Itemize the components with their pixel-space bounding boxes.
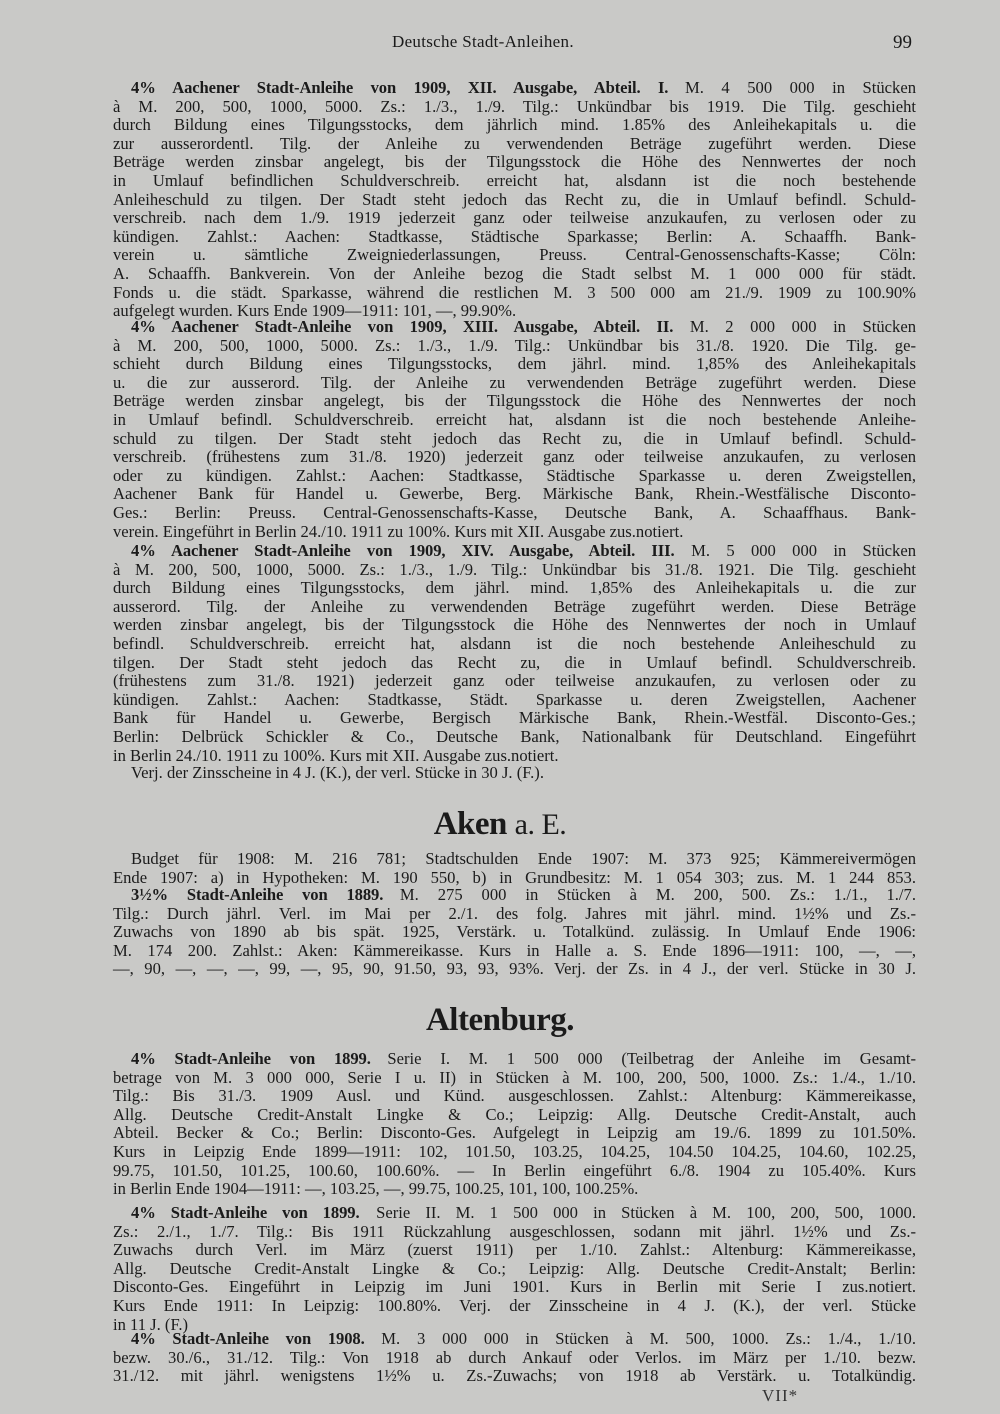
text-line: durch Bildung eines Tilgungsstocks, dem jährlich mind. 1.85% des Anleihekapitals u. die xyxy=(113,115,916,135)
text-line: in 11 J. (F.) xyxy=(113,1314,189,1334)
text-line: in Berlin Ende 1904—1911: —, 103.25, —, 99.75, 100.25, 101, 100, 100.25%. xyxy=(113,1179,639,1199)
entry-title: 4% Stadt-Anleihe von 1899. xyxy=(131,1049,371,1068)
loan-entry xyxy=(113,318,916,541)
text-line: —, 90, —, —, —, 99, —, 95, 90, 91.50, 93, 93, 93%. Verj. der Zs. in 4 J., der verl. Stücke in 30 J. xyxy=(113,959,916,979)
entry-title: 4% Stadt-Anleihe von 1899. xyxy=(131,1203,360,1222)
text-line: Fonds u. die städt. Sparkasse, während die restlichen M. 3 500 000 am 21./9. 1909 zu 100.90% xyxy=(113,282,916,302)
signature-mark: VII* xyxy=(762,1386,799,1405)
text-line: Kurs in Leipzig Ende 1899—1911: 102, 101.50, 103.25, 104.25, 104.50 104.25, 104.60, 102.25, xyxy=(113,1141,916,1161)
text-line: Ende 1907: a) in Hypotheken: M. 190 550, b) in Grundbesitz: M. 1 054 303; zus. M. 1 244 853. xyxy=(113,867,916,887)
text-line: werden zinsbar angelegt, bis der Tilgungsstock die Höhe des Nennwertes der noch in Umlauf xyxy=(113,615,916,635)
text-line: Allg. Deutsche Credit-Anstalt Lingke & Co.; Leipzig: Allg. Deutsche Credit-Anstalt; Berlin: xyxy=(113,1258,916,1278)
text-line: Anleiheschuld zu tilgen. Der Stadt steht jedoch das Recht zu, die in Umlauf befindl. Schuld- xyxy=(113,189,916,209)
text-line: befindl. Schuldverschreib. erreicht hat, alsdann ist die noch bestehende Anleiheschuld zu xyxy=(113,633,916,653)
text-line: verschreib. (frühestens zum 31./8. 1920) jederzeit ganz oder teilweise anzukaufen, zu verlosen xyxy=(113,447,916,467)
entry-text: M. 4 500 000 in Stücken xyxy=(684,78,916,97)
text-line: Zuwachs durch Verl. im März (zuerst 1911) per 1./10. Zahlst.: Altenburg: Kämmereikasse, xyxy=(113,1240,916,1260)
text-line: à M. 200, 500, 1000, 5000. Zs.: 1./3., 1./9. Tilg.: Unkündbar bis 31./8. 1921. Die Tilg. geschieht xyxy=(113,559,916,579)
text-line: ausserord. Tilg. der Anleihe zu verwendenden Beträge zugeführt werden. Diese Beträge xyxy=(113,596,916,616)
entry-title: 4% Aachener Stadt-Anleihe von 1909, XIII. Ausgabe, Abteil. II. xyxy=(131,317,674,336)
entry-text: M. 5 000 000 in Stücken xyxy=(691,541,917,560)
text-line xyxy=(113,1330,916,1349)
loan-entry xyxy=(113,1330,916,1386)
loan-entry xyxy=(113,79,916,321)
text-line: à M. 200, 500, 1000, 5000. Zs.: 1./3., 1./9. Tilg.: Unkündbar bis 31./8. 1920. Die Tilg. ge- xyxy=(113,335,916,355)
entry-text: M. 3 000 000 in Stücken à M. 500, 1000. Zs.: 1./4., 1./10. xyxy=(381,1329,916,1348)
loan-entry xyxy=(113,886,916,979)
text-line: bezw. 30./6., 31./12. Tilg.: Von 1918 ab durch Ankauf oder Verlos. im März per 1./10. bezw. xyxy=(113,1347,916,1367)
city-heading xyxy=(0,806,1000,843)
text-line xyxy=(113,886,916,905)
text-line: in Umlauf befindlichen Schuldverschreib. erreicht hat, alsdann ist die noch bestehende xyxy=(113,170,916,190)
loan-entry xyxy=(113,850,916,887)
text-line: (frühestens zum 31./8. 1921) jederzeit ganz oder teilweise anzukaufen, zu verlosen oder zu xyxy=(113,671,916,691)
text-line: Ges.: Berlin: Preuss. Central-Genossenschafts-Kasse, Deutsche Bank, A. Schaaffhaus. Bank- xyxy=(113,502,916,522)
entry-text: Serie I. M. 1 500 000 (Teilbetrag der Anleihe im Gesamt- xyxy=(387,1049,916,1068)
loan-entry xyxy=(113,764,916,783)
text-line: verschreib. nach dem 1./9. 1919 jederzeit ganz oder teilweise anzukaufen, zu verlosen oder zu xyxy=(113,208,916,228)
text-line: u. die zur ausserord. Tilg. der Anleihe zu verwendenden Beträge zugeführt werden. Diese xyxy=(113,372,916,392)
text-line xyxy=(113,542,916,561)
text-line: Tilg.: Bis 31./3. 1909 Ausl. und Künd. ausgeschlossen. Zahlst.: Altenburg: Kämmereikasse, xyxy=(113,1086,916,1106)
text-line xyxy=(113,1050,916,1069)
loan-entry xyxy=(113,542,916,765)
loan-entry xyxy=(113,1050,916,1199)
text-line: Aachener Bank für Handel u. Gewerbe, Berg. Märkische Bank, Rhein.-Westfälische Disconto- xyxy=(113,484,916,504)
text-line: tilgen. Der Stadt steht jedoch das Recht zu, die in Umlauf befindl. Schuldverschreib. xyxy=(113,652,916,672)
text-line xyxy=(113,318,916,337)
text-line: aufgelegt wurden. Kurs Ende 1909—1911: 101, —, 99.90%. xyxy=(113,301,517,321)
text-line: kündigen. Zahlst.: Aachen: Stadtkasse, Städt. Sparkasse u. deren Zweigstellen, Aachener xyxy=(113,689,916,709)
text-line: Bank für Handel u. Gewerbe, Bergisch Märkische Bank, Rhein.-Westfäl. Disconto-Ges.; xyxy=(113,708,916,728)
text-line: Allg. Deutsche Credit-Anstalt Lingke & Co.; Leipzig: Allg. Deutsche Credit-Anstalt, auch xyxy=(113,1104,916,1124)
text-line: betrage von M. 3 000 000, Serie I u. II) in Stücken à M. 100, 200, 500, 1000. Zs.: 1./4., 1./10. xyxy=(113,1067,916,1087)
entry-title: 4% Aachener Stadt-Anleihe von 1909, XII. Ausgabe, Abteil. I. xyxy=(131,78,669,97)
city-heading xyxy=(0,1002,1000,1039)
text-line: Berlin: Delbrück Schickler & Co., Deutsche Bank, Nationalbank für Deutschland. Eingeführt xyxy=(113,726,916,746)
city-name: Altenburg. xyxy=(425,1002,575,1038)
text-line: zur ausserordentl. Tilg. der Anleihe zu verwendenden Beträge zugeführt werden. Diese xyxy=(113,133,916,153)
text-line: Beträge werden zinsbar angelegt, bis der Tilgungsstock die Höhe des Nennwertes der noch xyxy=(113,391,916,411)
text-line: Tilg.: Durch jährl. Verl. im Mai per 2./1. des folg. Jahres mit jährl. mind. 1½% und Zs.- xyxy=(113,903,916,923)
text-line: Kurs Ende 1911: In Leipzig: 100.80%. Verj. der Zinsscheine in 4 J. (K.), der verl. Stücke xyxy=(113,1295,916,1315)
text-line: à M. 200, 500, 1000, 5000. Zs.: 1./3., 1./9. Tilg.: Unkündbar bis 1919. Die Tilg. geschieht xyxy=(113,96,916,116)
text-line: schuld zu tilgen. Der Stadt steht jedoch das Recht zu, die in Umlauf befindl. Schuld- xyxy=(113,428,916,448)
text-line: kündigen. Zahlst.: Aachen: Stadtkasse, Städtische Sparkasse; Berlin: A. Schaaffh. Bank- xyxy=(113,226,916,246)
text-line: Disconto-Ges. Eingeführt in Leipzig im Juni 1901. Kurs in Berlin mit Serie I zus.notiert. xyxy=(113,1277,916,1297)
text-line: verein u. sämtliche Zweigniederlassungen, Preuss. Central-Genossenschafts-Kasse; Cöln: xyxy=(113,245,916,265)
text-line: in Berlin 24./10. 1911 zu 100%. Kurs mit XII. Ausgabe zus.notiert. xyxy=(113,745,559,765)
text-line: Abteil. Becker & Co.; Berlin: Disconto-Ges. Aufgelegt in Leipzig am 19./6. 1899 zu 101.50%. xyxy=(113,1123,916,1143)
text-line: M. 174 200. Zahlst.: Aken: Kämmereikasse. Kurs in Halle a. S. Ende 1896—1911: 100, —, —, xyxy=(113,940,916,960)
text-line: verein. Eingeführt in Berlin 24./10. 1911 zu 100%. Kurs mit XII. Ausgabe zus.notiert. xyxy=(113,521,684,541)
entry-text: M. 275 000 in Stücken à M. 200, 500. Zs.: 1./1., 1./7. xyxy=(399,885,916,904)
text-line xyxy=(113,1204,916,1223)
text-line: 31./12. mit jährl. wenigstens 1½% u. Zs.-Zuwachs; von 1918 ab Verstärk. u. Totalkündig. xyxy=(113,1366,916,1386)
entry-title: 4% Aachener Stadt-Anleihe von 1909, XIV. Ausgabe, Abteil. III. xyxy=(131,541,675,560)
text-line: in Umlauf befindl. Schuldverschreib. erreicht hat, alsdann ist die noch bestehende Anleihe- xyxy=(113,409,916,429)
text-line: oder zu kündigen. Zahlst.: Aachen: Stadtkasse, Städtische Sparkasse u. deren Zweigstellen, xyxy=(113,465,916,485)
running-title: Deutsche Stadt-Anleihen. xyxy=(392,32,574,51)
text-line: Beträge werden zinsbar angelegt, bis der Tilgungsstock die Höhe des Nennwertes der noch xyxy=(113,152,916,172)
entry-text: M. 2 000 000 in Stücken xyxy=(689,317,916,336)
page-number: 99 xyxy=(893,32,912,53)
entry-text: Verj. der Zinsscheine in 4 J. (K.), der verl. Stücke in 30 J. (F.). xyxy=(131,763,544,782)
entry-text: Serie II. M. 1 500 000 in Stücken à M. 100, 200, 500, 1000. xyxy=(376,1203,916,1222)
text-line: A. Schaaffh. Bankverein. Von der Anleihe bezog die Stadt selbst M. 1 000 000 für städt. xyxy=(113,263,916,283)
entry-title: 3½% Stadt-Anleihe von 1889. xyxy=(131,885,384,904)
text-line: Zs.: 2./1., 1./7. Tilg.: Bis 1911 Rückzahlung ausgeschlossen, sodann mit jährl. 1½% und Zs.- xyxy=(113,1221,916,1241)
text-line: Zuwachs von 1890 ab bis spät. 1925, Verstärk. u. Totalkünd. zulässig. In Umlauf Ende 1906: xyxy=(113,922,916,942)
text-line: durch Bildung eines Tilgungsstocks, dem jährl. mind. 1,85% des Anleihekapitals u. die zur xyxy=(113,578,916,598)
text-line xyxy=(113,79,916,98)
text-line: Budget für 1908: M. 216 781; Stadtschulden Ende 1907: M. 373 925; Kämmereivermögen xyxy=(131,849,916,868)
city-suffix: a. E. xyxy=(514,808,567,841)
loan-entry xyxy=(113,1204,916,1334)
text-line: 99.75, 101.50, 101.25, 100.60, 100.60%. — In Berlin eingeführt 6./8. 1904 zu 105.40%. Kurs xyxy=(113,1160,916,1180)
text-line: schieht durch Bildung eines Tilgungsstocks, dem jährl. mind. 1,85% des Anleihekapitals xyxy=(113,354,916,374)
city-name: Aken xyxy=(433,806,507,842)
entry-title: 4% Stadt-Anleihe von 1908. xyxy=(131,1329,365,1348)
text-line xyxy=(113,764,916,783)
